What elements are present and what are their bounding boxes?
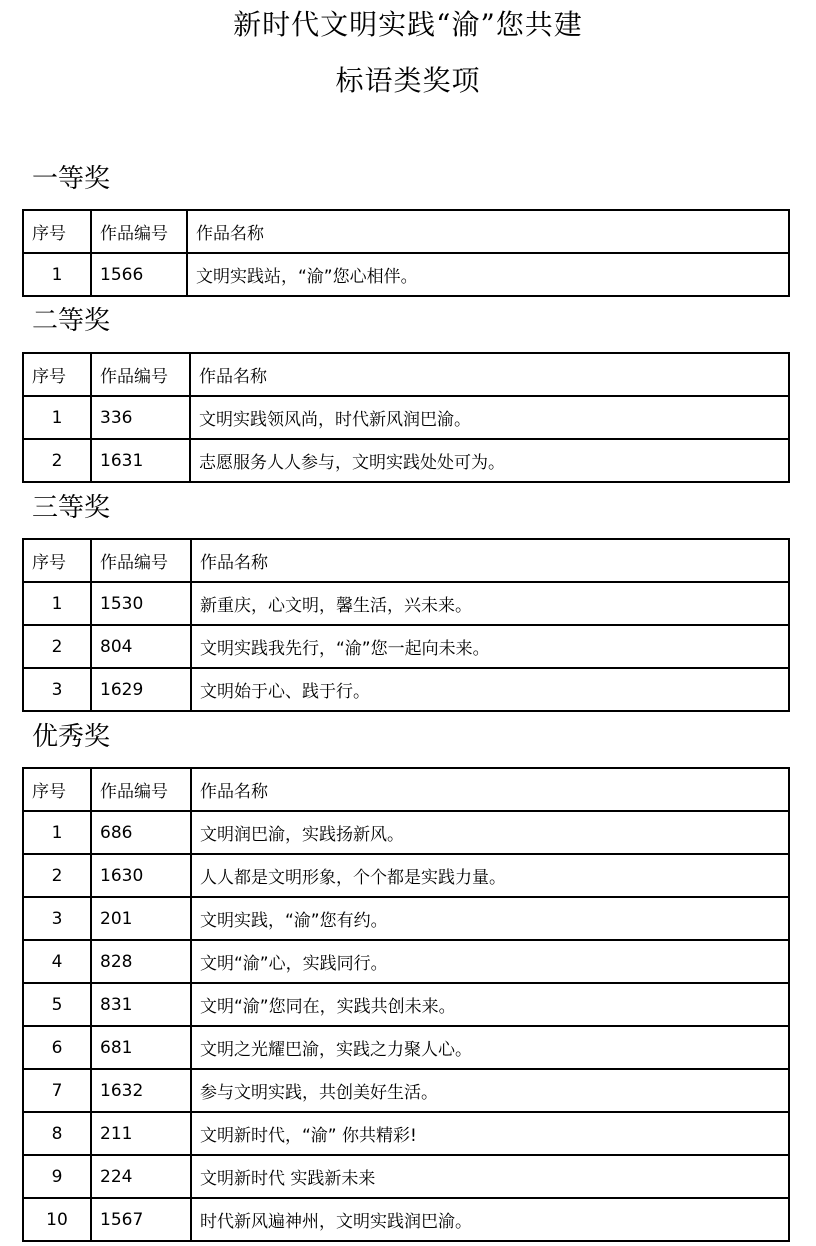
table-header-row (23, 210, 789, 253)
row-name: 人人都是文明形象，个个都是实践力量。 (191, 854, 789, 897)
header-code: 作品编号 (91, 539, 191, 582)
row-index: 1 (23, 582, 91, 625)
row-index: 3 (23, 668, 91, 711)
header-name: 作品名称 (190, 353, 789, 396)
row-index: 9 (23, 1155, 91, 1198)
header-index: 序号 (23, 210, 91, 253)
row-code: 681 (91, 1026, 191, 1069)
document-subtitle: 标语类奖项 (335, 64, 481, 97)
row-index: 3 (23, 897, 91, 940)
header-code: 作品编号 (91, 768, 191, 811)
row-name: 志愿服务人人参与，文明实践处处可为。 (190, 439, 789, 482)
row-name: 时代新风遍神州，文明实践润巴渝。 (191, 1198, 789, 1241)
header-index: 序号 (23, 768, 91, 811)
row-index: 2 (23, 439, 91, 482)
table-row (23, 1069, 789, 1112)
table-row (23, 1155, 789, 1198)
row-name: 文明始于心、践于行。 (191, 668, 789, 711)
row-name: 文明新时代 实践新未来 (191, 1155, 789, 1198)
row-index: 1 (23, 811, 91, 854)
section-heading-third-prize: 三等奖 (32, 493, 111, 523)
row-name: 文明实践领风尚，时代新风润巴渝。 (190, 396, 789, 439)
table-row (23, 1198, 789, 1241)
row-index: 6 (23, 1026, 91, 1069)
table-row (23, 940, 789, 983)
excellence-award-table (22, 767, 790, 1242)
row-code: 211 (91, 1112, 191, 1155)
document-title: 新时代文明实践“渝”您共建 (233, 8, 583, 41)
table-row (23, 439, 789, 482)
row-name: 新重庆，心文明，馨生活，兴未来。 (191, 582, 789, 625)
table-row (23, 668, 789, 711)
row-index: 10 (23, 1198, 91, 1241)
row-code: 831 (91, 983, 191, 1026)
header-index: 序号 (23, 353, 91, 396)
row-index: 4 (23, 940, 91, 983)
table-row (23, 253, 789, 296)
section-heading-second-prize: 二等奖 (32, 306, 111, 336)
row-code: 224 (91, 1155, 191, 1198)
row-code: 1567 (91, 1198, 191, 1241)
table-row (23, 1026, 789, 1069)
row-name: 文明实践，“渝”您有约。 (191, 897, 789, 940)
row-index: 8 (23, 1112, 91, 1155)
row-name: 文明实践站，“渝”您心相伴。 (187, 253, 789, 296)
section-heading-excellence-award: 优秀奖 (32, 722, 111, 752)
row-code: 686 (91, 811, 191, 854)
header-code: 作品编号 (91, 210, 187, 253)
header-name: 作品名称 (187, 210, 789, 253)
table-row (23, 983, 789, 1026)
first-prize-table (22, 209, 790, 297)
row-index: 5 (23, 983, 91, 1026)
row-code: 1630 (91, 854, 191, 897)
row-code: 1631 (91, 439, 190, 482)
row-index: 1 (23, 253, 91, 296)
table-header-row (23, 768, 789, 811)
row-name: 文明“渝”心，实践同行。 (191, 940, 789, 983)
row-code: 1566 (91, 253, 187, 296)
row-name: 参与文明实践，共创美好生活。 (191, 1069, 789, 1112)
row-code: 201 (91, 897, 191, 940)
table-row (23, 854, 789, 897)
row-index: 2 (23, 854, 91, 897)
header-code: 作品编号 (91, 353, 190, 396)
table-row (23, 625, 789, 668)
table-row (23, 582, 789, 625)
table-row (23, 396, 789, 439)
header-name: 作品名称 (191, 539, 789, 582)
row-code: 1530 (91, 582, 191, 625)
section-heading-first-prize: 一等奖 (32, 164, 111, 194)
header-index: 序号 (23, 539, 91, 582)
row-code: 804 (91, 625, 191, 668)
table-row (23, 1112, 789, 1155)
row-index: 1 (23, 396, 91, 439)
row-name: 文明新时代，“渝” 你共精彩! (191, 1112, 789, 1155)
row-name: 文明润巴渝，实践扬新风。 (191, 811, 789, 854)
third-prize-table (22, 538, 790, 712)
row-code: 1632 (91, 1069, 191, 1112)
row-code: 336 (91, 396, 190, 439)
row-index: 7 (23, 1069, 91, 1112)
table-row (23, 811, 789, 854)
second-prize-table (22, 352, 790, 483)
row-code: 828 (91, 940, 191, 983)
row-name: 文明“渝”您同在，实践共创未来。 (191, 983, 789, 1026)
table-row (23, 897, 789, 940)
table-header-row (23, 539, 789, 582)
row-code: 1629 (91, 668, 191, 711)
header-name: 作品名称 (191, 768, 789, 811)
row-name: 文明实践我先行，“渝”您一起向未来。 (191, 625, 789, 668)
row-index: 2 (23, 625, 91, 668)
table-header-row (23, 353, 789, 396)
row-name: 文明之光耀巴渝，实践之力聚人心。 (191, 1026, 789, 1069)
